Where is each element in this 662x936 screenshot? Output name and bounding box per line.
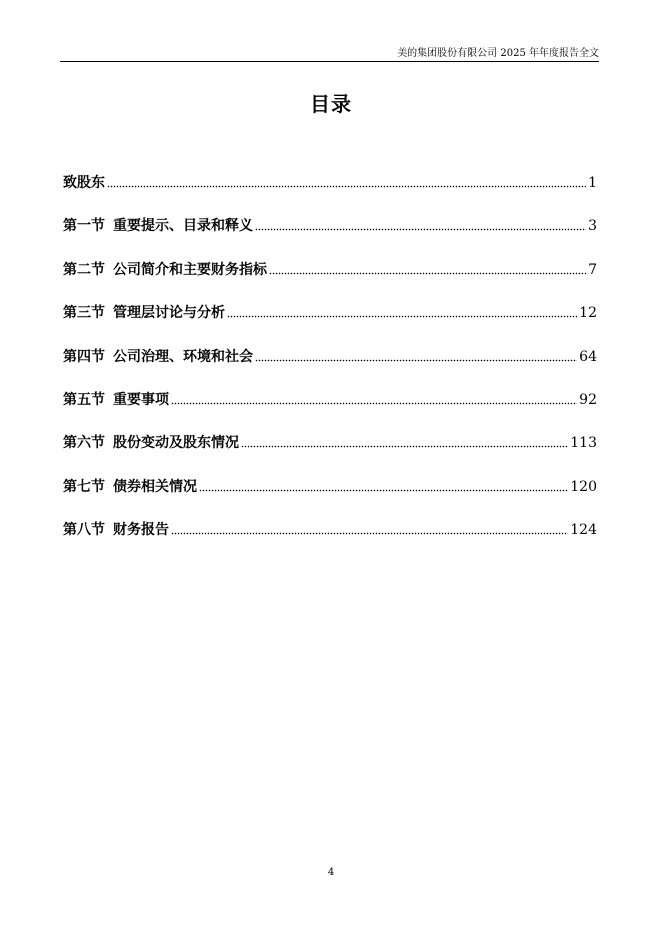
toc-section-number: 第一节 xyxy=(63,218,105,235)
toc-heading[interactable]: 债券相关情况 xyxy=(113,478,197,495)
table-of-contents xyxy=(63,173,597,564)
toc-section-number: 第八节 xyxy=(63,522,105,539)
dot-leader xyxy=(199,488,568,492)
toc-page-number[interactable]: 124 xyxy=(570,522,597,539)
toc-heading[interactable]: 股份变动及股东情况 xyxy=(113,435,239,452)
toc-section-number: 第四节 xyxy=(63,348,105,365)
toc-page-number[interactable]: 113 xyxy=(570,435,597,452)
page-number: 4 xyxy=(327,867,335,878)
toc-title: 目录 xyxy=(310,92,352,116)
dot-leader xyxy=(269,271,586,275)
toc-page-number[interactable]: 120 xyxy=(570,478,597,495)
toc-heading[interactable]: 财务报告 xyxy=(113,522,169,539)
toc-heading[interactable]: 重要事项 xyxy=(113,391,169,408)
toc-heading[interactable]: 管理层讨论与分析 xyxy=(113,305,225,322)
toc-heading[interactable]: 重要提示、目录和释义 xyxy=(113,218,253,235)
dot-leader xyxy=(255,227,586,231)
toc-page-number[interactable]: 64 xyxy=(579,348,597,365)
running-header: 美的集团股份有限公司 2025 年年度报告全文 xyxy=(397,48,599,59)
toc-entry-to-shareholders[interactable] xyxy=(63,173,597,216)
toc-section-number: 第二节 xyxy=(63,261,105,278)
toc-section-number: 第三节 xyxy=(63,305,105,322)
toc-page-number[interactable]: 3 xyxy=(588,218,597,235)
toc-page-number[interactable]: 7 xyxy=(588,261,597,278)
toc-entry-section-6[interactable] xyxy=(63,433,597,476)
toc-entry-section-4[interactable] xyxy=(63,347,597,390)
toc-page-number[interactable]: 1 xyxy=(588,175,597,191)
header-divider xyxy=(60,61,599,62)
toc-heading[interactable]: 公司治理、环境和社会 xyxy=(113,348,253,365)
toc-entry-section-1[interactable] xyxy=(63,216,597,259)
toc-section-number: 第六节 xyxy=(63,435,105,452)
toc-entry-section-2[interactable] xyxy=(63,260,597,303)
dot-leader xyxy=(241,444,568,448)
toc-heading[interactable]: 公司简介和主要财务指标 xyxy=(113,261,267,278)
toc-entry-section-7[interactable] xyxy=(63,477,597,520)
toc-section-number: 第七节 xyxy=(63,478,105,495)
dot-leader xyxy=(227,314,577,318)
dot-leader xyxy=(171,401,577,405)
toc-section-number: 第五节 xyxy=(63,391,105,408)
toc-page-number[interactable]: 12 xyxy=(579,305,597,322)
toc-entry-section-8[interactable] xyxy=(63,520,597,563)
toc-entry-section-3[interactable] xyxy=(63,303,597,346)
toc-page-number[interactable]: 92 xyxy=(579,391,597,408)
dot-leader xyxy=(171,531,568,535)
toc-entry-section-5[interactable] xyxy=(63,390,597,433)
dot-leader xyxy=(255,358,577,362)
dot-leader xyxy=(107,184,586,188)
toc-heading[interactable]: 致股东 xyxy=(63,175,105,191)
